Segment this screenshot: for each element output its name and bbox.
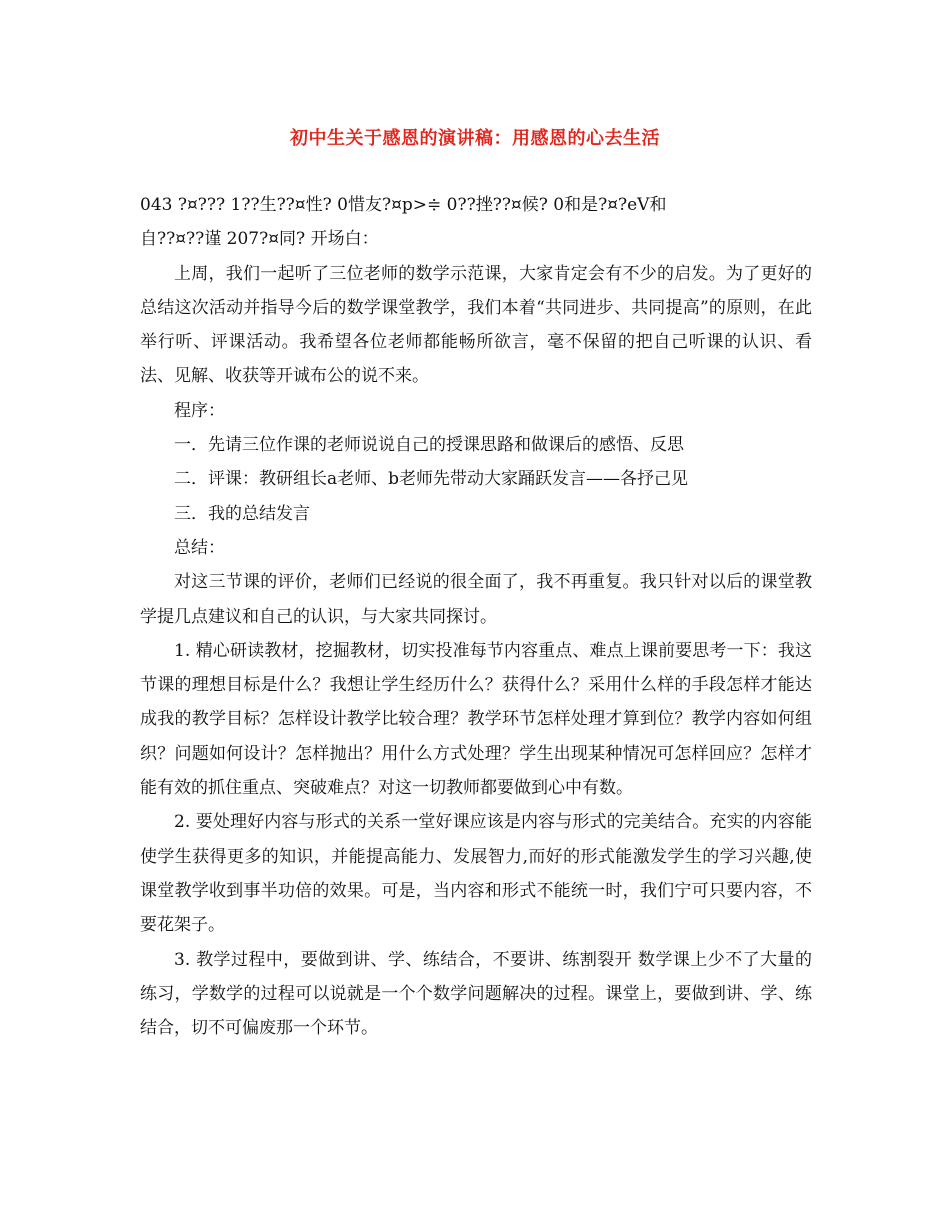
paragraph-point-1: 1. 精心研读教材，挖掘教材，切实投准每节内容重点、难点上课前要思考一下：我这节课的理想目标是什么？我想让学生经历什么？获得什么？采用什么样的手段怎样才能达成我的教学目标？怎样设计教学比较合理？教学环节怎样处理才算到位？教学内容如何组织？问题如何设计？怎样抛出？用什么方式处理？学生出现某种情况可怎样回应？怎样才能有效的抓住重点、突破难点？对这一切教师都要做到心中有数。	[140, 640, 812, 799]
garbled-header-line-1: 043 ?¤??? 1??生??¤性? 0惜友?¤p>≑ 0??挫??¤候? 0和是?¤?eV和	[140, 195, 667, 215]
paragraph-procedure-step-1: 一．先请三位作课的老师说说自己的授课思路和做课后的感悟、反思	[174, 435, 684, 456]
paragraph-point-3: 3. 教学过程中，要做到讲、学、练结合，不要讲、练割裂开 数学课上少不了大量的练习，学数学的过程可以说就是一个个数学问题解决的过程。课堂上，要做到讲、学、练结合，切不可偏废那一个环节。	[140, 949, 812, 1039]
paragraph-summary-heading: 总结：	[174, 537, 225, 558]
paragraph-summary-intro: 对这三节课的评价，老师们已经说的很全面了，我不再重复。我只针对以后的课堂教学提几点建议和自己的认识，与大家共同探讨。	[140, 572, 812, 627]
document-title: 初中生关于感恩的演讲稿：用感恩的心去生活	[290, 128, 660, 149]
paragraph-procedure-heading: 程序：	[174, 400, 225, 421]
paragraph-intro: 上周，我们一起听了三位老师的数学示范课，大家肯定会有不少的启发。为了更好的总结这次活动并指导今后的数学课堂教学，我们本着“共同进步、共同提高”的原则，在此举行听、评课活动。我希望各位老师都能畅所欲言，毫不保留的把自己听课的认识、看法、见解、收获等开诚布公的说不来。	[140, 263, 812, 387]
garbled-header-line-2: 自??¤??谨 207?¤同? 开场白：	[140, 229, 379, 250]
paragraph-point-2: 2. 要处理好内容与形式的关系一堂好课应该是内容与形式的完美结合。充实的内容能使学生获得更多的知识，并能提高能力、发展智力,而好的形式能激发学生的学习兴趣,使课堂教学收到事半功倍的效果。可是，当内容和形式不能统一时，我们宁可只要内容，不要花架子。	[140, 812, 812, 936]
document-body	[140, 188, 812, 1045]
paragraph-procedure-step-2: 二．评课：教研组长a老师、b老师先带动大家踊跃发言——各抒己见	[174, 469, 689, 490]
paragraph-procedure-step-3: 三．我的总结发言	[174, 503, 310, 524]
